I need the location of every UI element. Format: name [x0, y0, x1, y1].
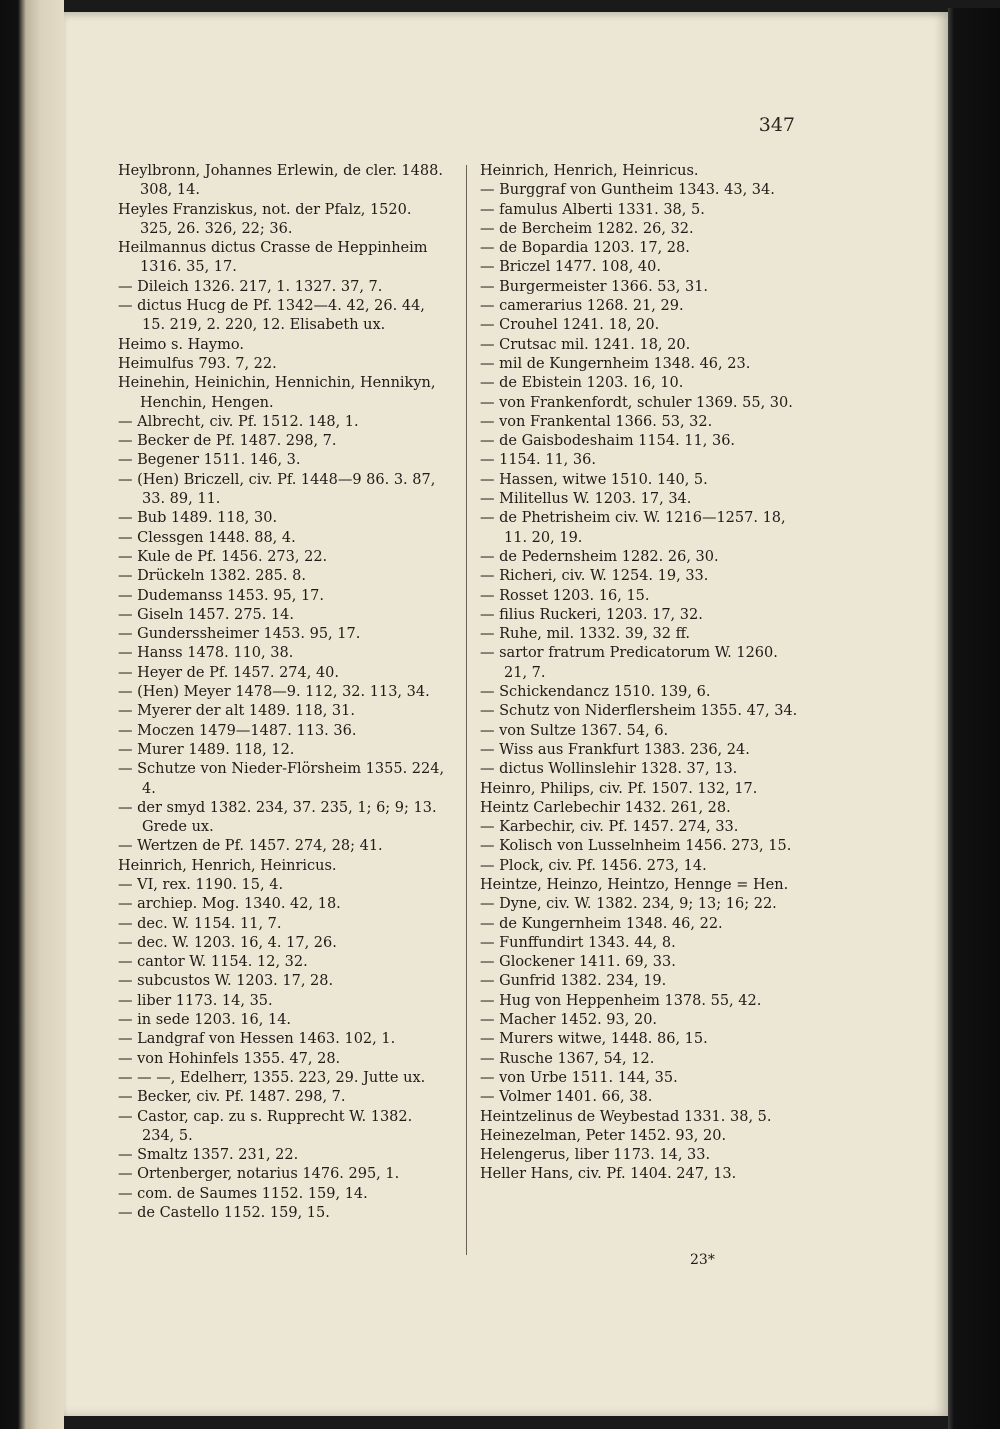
index-entry: — von Frankenfordt, schuler 1369. 55, 30.	[480, 394, 793, 411]
index-entry: Heimo s. Haymo.	[118, 336, 244, 353]
index-entry: — Ruhe, mil. 1332. 39, 32 ff.	[480, 626, 690, 643]
index-entry: — Wiss aus Frankfurt 1383. 236, 24.	[480, 741, 750, 758]
index-entry: — Bub 1489. 118, 30.	[118, 510, 278, 527]
index-entry: — de Kungernheim 1348. 46, 22.	[480, 915, 723, 932]
index-entry: — Rusche 1367, 54, 12.	[480, 1050, 655, 1067]
index-entry: — (Hen) Meyer 1478—9. 112, 32. 113, 34.	[118, 684, 430, 701]
index-entry: — camerarius 1268. 21, 29.	[480, 298, 684, 315]
index-entry: — Dileich 1326. 217, 1. 1327. 37, 7.	[118, 278, 383, 295]
index-entry: Heinrich, Henrich, Heinricus.	[480, 163, 699, 179]
index-entry: — liber 1173. 14, 35.	[118, 992, 273, 1009]
index-entry: — (Hen) Briczell, civ. Pf. 1448—9 86. 3. 87, 33. 89, 11.	[118, 471, 436, 508]
index-entry: — Karbechir, civ. Pf. 1457. 274, 33.	[480, 819, 739, 836]
index-column-left	[118, 162, 448, 1223]
index-entry: — de Bercheim 1282. 26, 32.	[480, 220, 694, 237]
index-entry: — Kule de Pf. 1456. 273, 22.	[118, 548, 328, 565]
index-entry: — Murers witwe, 1448. 86, 15.	[480, 1031, 708, 1048]
index-entry: — dec. W. 1154. 11, 7.	[118, 915, 282, 932]
index-entry: Heintz Carlebechir 1432. 261, 28.	[480, 799, 731, 816]
index-entry: — Burgermeister 1366. 53, 31.	[480, 278, 709, 295]
index-entry: — filius Ruckeri, 1203. 17, 32.	[480, 606, 703, 623]
index-entry: — VI, rex. 1190. 15, 4.	[118, 876, 284, 893]
index-entry: — Hanss 1478. 110, 38.	[118, 645, 294, 662]
index-entry: — von Hohinfels 1355. 47, 28.	[118, 1050, 341, 1067]
index-entry: — Clessgen 1448. 88, 4.	[118, 529, 296, 546]
index-entry: — Becker de Pf. 1487. 298, 7.	[118, 433, 337, 450]
index-entry: Heylbronn, Johannes Erlewin, de cler. 1488. 308, 14.	[118, 163, 443, 199]
index-entry: — Burggraf von Guntheim 1343. 43, 34.	[480, 182, 775, 199]
index-entry: Heintzelinus de Weybestad 1331. 38, 5.	[480, 1108, 772, 1125]
index-entry: — von Sultze 1367. 54, 6.	[480, 722, 669, 739]
index-entry: — Albrecht, civ. Pf. 1512. 148, 1.	[118, 413, 359, 430]
index-entry: — Briczel 1477. 108, 40.	[480, 259, 661, 276]
index-entry: — Funffundirt 1343. 44, 8.	[480, 934, 676, 951]
index-entry: — de Bopardia 1203. 17, 28.	[480, 240, 690, 257]
index-entry: — Schutz von Niderflersheim 1355. 47, 34.	[480, 703, 798, 720]
index-entry: — Schutze von Nieder-Flörsheim 1355. 224, 4.	[118, 761, 445, 797]
index-entry: — de Phetrisheim civ. W. 1216—1257. 18, 11. 20, 19.	[480, 510, 786, 546]
index-entry: — Landgraf von Hessen 1463. 102, 1.	[118, 1031, 396, 1048]
column-divider	[466, 165, 467, 1255]
index-entry: Helengerus, liber 1173. 14, 33.	[480, 1147, 711, 1164]
index-entry: — Richeri, civ. W. 1254. 19, 33.	[480, 568, 709, 585]
index-entry: Heilmannus dictus Crasse de Heppinheim 1316. 35, 17.	[118, 240, 428, 276]
index-entry: — von Frankental 1366. 53, 32.	[480, 413, 713, 430]
index-entry: Heinezelman, Peter 1452. 93, 20.	[480, 1127, 727, 1144]
book-gutter	[0, 0, 64, 1429]
index-entry: — Volmer 1401. 66, 38.	[480, 1089, 653, 1106]
index-entry: Heintze, Heinzo, Heintzo, Hennge = Hen.	[480, 876, 789, 893]
index-entry: — Ortenberger, notarius 1476. 295, 1.	[118, 1166, 400, 1183]
index-entry: — Drückeln 1382. 285. 8.	[118, 568, 306, 585]
index-entry: — Crutsac mil. 1241. 18, 20.	[480, 336, 691, 353]
index-entry: — Rosset 1203. 16, 15.	[480, 587, 650, 604]
index-entry: — Murer 1489. 118, 12.	[118, 741, 295, 758]
index-entry: — in sede 1203. 16, 14.	[118, 1012, 292, 1029]
index-entry: — Gunderssheimer 1453. 95, 17.	[118, 626, 361, 643]
index-entry: — Macher 1452. 93, 20.	[480, 1012, 658, 1029]
index-entry: — de Castello 1152. 159, 15.	[118, 1205, 330, 1222]
index-entry: — Hassen, witwe 1510. 140, 5.	[480, 471, 708, 488]
index-entry: — Myerer der alt 1489. 118, 31.	[118, 703, 355, 720]
index-entry: — archiep. Mog. 1340. 42, 18.	[118, 896, 341, 913]
index-entry: — — —, Edelherr, 1355. 223, 29. Jutte ux.	[118, 1069, 426, 1086]
index-entry: — cantor W. 1154. 12, 32.	[118, 954, 308, 971]
index-entry: — Smaltz 1357. 231, 22.	[118, 1147, 299, 1164]
index-entry: — dec. W. 1203. 16, 4. 17, 26.	[118, 934, 337, 951]
index-entry: — Heyer de Pf. 1457. 274, 40.	[118, 664, 340, 681]
index-entry: Heinehin, Heinichin, Hennichin, Hennikyn, Henchin, Hengen.	[118, 375, 436, 411]
index-entry: — Militellus W. 1203. 17, 34.	[480, 491, 692, 508]
index-entry: — de Pedernsheim 1282. 26, 30.	[480, 548, 719, 565]
index-entry: — dictus Wollinslehir 1328. 37, 13.	[480, 761, 738, 778]
printer-signature: 23*	[690, 1252, 715, 1268]
index-entry: — famulus Alberti 1331. 38, 5.	[480, 201, 705, 218]
page-number: 347	[758, 114, 795, 136]
index-entry: — der smyd 1382. 234, 37. 235, 1; 6; 9; 13. Grede ux.	[118, 799, 437, 836]
index-entry: Heller Hans, civ. Pf. 1404. 247, 13.	[480, 1166, 737, 1183]
index-entry: Heinrich, Henrich, Heinricus.	[118, 857, 337, 874]
index-entry: — Moczen 1479—1487. 113. 36.	[118, 722, 357, 739]
index-entry: — Crouhel 1241. 18, 20.	[480, 317, 660, 334]
index-entry: — 1154. 11, 36.	[480, 452, 596, 469]
index-entry: — de Gaisbodeshaim 1154. 11, 36.	[480, 433, 736, 450]
index-entry: — von Urbe 1511. 144, 35.	[480, 1069, 678, 1086]
index-entry: — Gunfrid 1382. 234, 19.	[480, 973, 667, 990]
index-entry: — sartor fratrum Predicatorum W. 1260. 21, 7.	[480, 645, 778, 681]
index-entry: — Schickendancz 1510. 139, 6.	[480, 684, 711, 701]
index-entry: Heinro, Philips, civ. Pf. 1507. 132, 17.	[480, 780, 758, 797]
index-entry: — com. de Saumes 1152. 159, 14.	[118, 1185, 368, 1202]
index-entry: — Dudemanss 1453. 95, 17.	[118, 587, 325, 604]
index-entry: — mil de Kungernheim 1348. 46, 23.	[480, 355, 751, 372]
index-entry: — de Ebistein 1203. 16, 10.	[480, 375, 684, 392]
scan-border	[948, 8, 1000, 1429]
index-entry: — dictus Hucg de Pf. 1342—4. 42, 26. 44, 15. 219, 2. 220, 12. Elisabeth ux.	[118, 298, 425, 334]
index-entry: — Hug von Heppenheim 1378. 55, 42.	[480, 992, 762, 1009]
index-entry: — Becker, civ. Pf. 1487. 298, 7.	[118, 1089, 346, 1106]
index-entry: Heimulfus 793. 7, 22.	[118, 355, 277, 372]
index-entry: — Castor, cap. zu s. Rupprecht W. 1382. 234, 5.	[118, 1108, 413, 1144]
index-entry: — Wertzen de Pf. 1457. 274, 28; 41.	[118, 838, 383, 855]
index-entry: — Kolisch von Lusselnheim 1456. 273, 15.	[480, 838, 792, 855]
index-entry: — Dyne, civ. W. 1382. 234, 9; 13; 16; 22.	[480, 896, 777, 913]
index-entry: — Begener 1511. 146, 3.	[118, 452, 301, 469]
index-column-right	[480, 162, 802, 1185]
index-entry: — Plock, civ. Pf. 1456. 273, 14.	[480, 857, 707, 874]
index-entry: Heyles Franziskus, not. der Pfalz, 1520. 325, 26. 326, 22; 36.	[118, 201, 412, 237]
index-entry: — Giseln 1457. 275. 14.	[118, 606, 295, 623]
index-entry: — Glockener 1411. 69, 33.	[480, 954, 676, 971]
index-entry: — subcustos W. 1203. 17, 28.	[118, 973, 334, 990]
